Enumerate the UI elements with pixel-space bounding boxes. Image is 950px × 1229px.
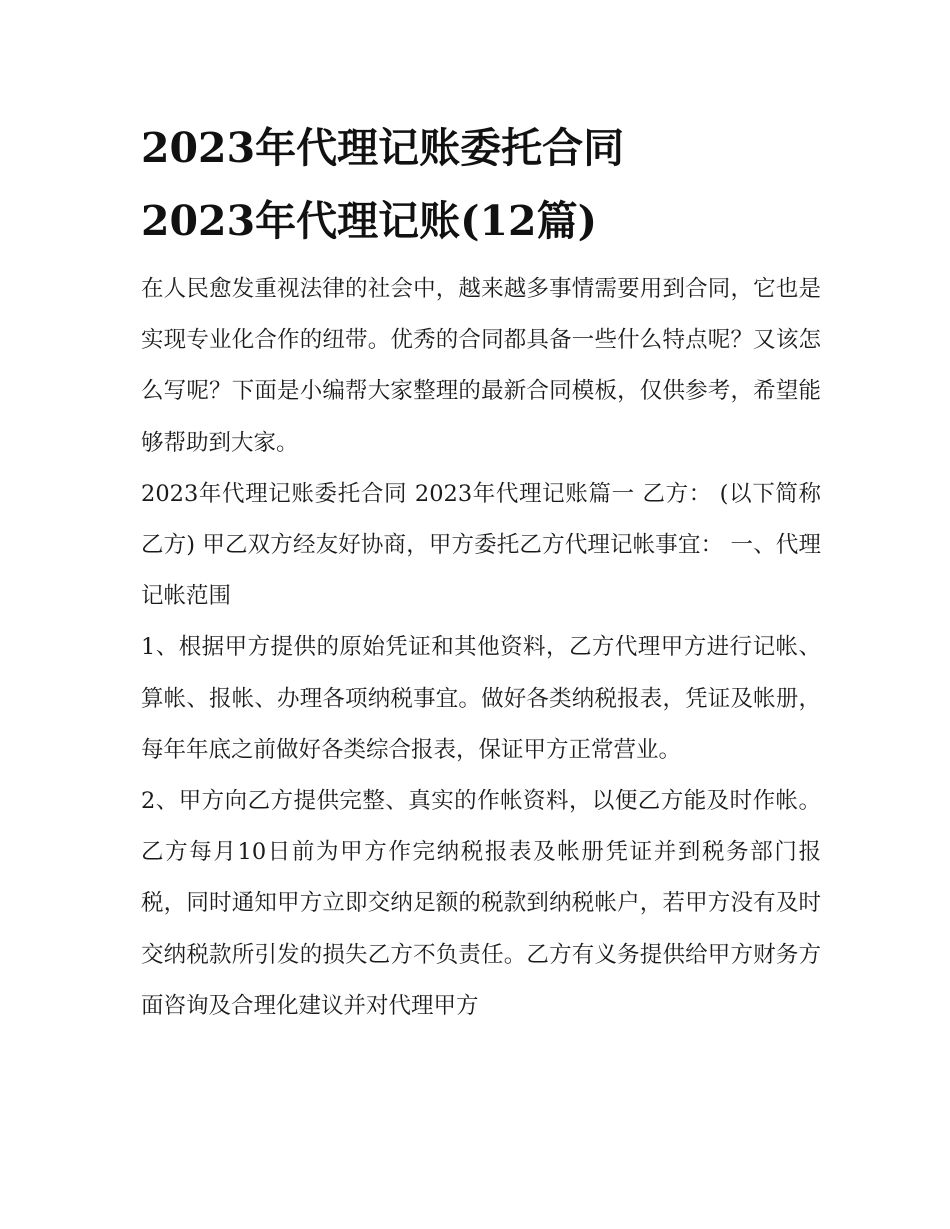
document-title (141, 112, 821, 258)
clause-2-paragraph: 2、甲方向乙方提供完整、真实的作帐资料，以便乙方能及时作帐。乙方每月10日前为甲方作完纳税报表及帐册凭证并到税务部门报税，同时通知甲方立即交纳足额的税款到纳税帐户，若甲方没有及时交纳税款所引发的损失乙方不负责任。乙方有义务提供给甲方财务方面咨询及合理化建议并对代理甲方 (141, 788, 821, 1019)
document-content (141, 112, 821, 1032)
title-line-1: 2023年代理记账委托合同 (141, 124, 625, 172)
contract-header-paragraph: 2023年代理记账委托合同 2023年代理记账篇一 乙方： (以下简称乙方) 甲乙双方经友好协商，甲方委托乙方代理记帐事宜： 一、代理记帐范围 (141, 480, 821, 610)
title-line-2: 2023年代理记账(12篇) (141, 197, 597, 245)
intro-paragraph: 在人民愈发重视法律的社会中，越来越多事情需要用到合同，它也是实现专业化合作的纽带。优秀的合同都具备一些什么特点呢？又该怎么写呢？下面是小编帮大家整理的最新合同模板，仅供参考，希望能够帮助到大家。 (141, 276, 821, 456)
clause-1-paragraph: 1、根据甲方提供的原始凭证和其他资料，乙方代理甲方进行记帐、算帐、报帐、办理各项纳税事宜。做好各类纳税报表，凭证及帐册，每年年底之前做好各类综合报表，保证甲方正常营业。 (141, 634, 821, 763)
